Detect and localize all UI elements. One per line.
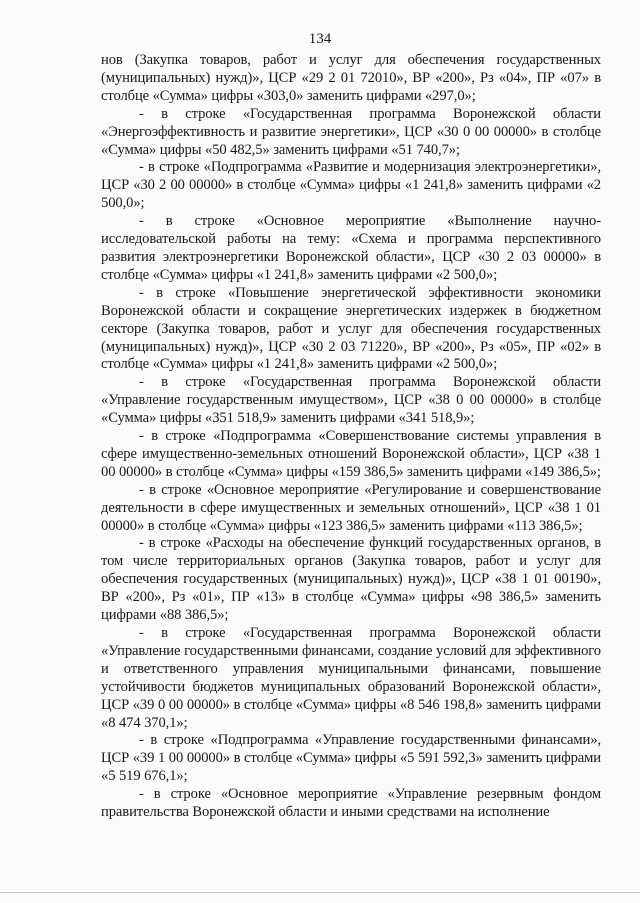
paragraph-amendment: - в строке «Основное мероприятие «Регулирование и совершенствование деятельности в сфере имущественных и земельных отношений», ЦСР «38 1 01 00000» в столбце «Сумма» цифры «123 386,5» заменить цифрами «113 386,5»; [101, 481, 601, 534]
paragraph-amendment: - в строке «Государственная программа Воронежской области «Энергоэффективность и развитие энергетики», ЦСР «30 0 00 00000» в столбце «Сумма» цифры «50 482,5» заменить цифрами «51 740,7»; [101, 105, 601, 158]
paragraph-continuation: нов (Закупка товаров, работ и услуг для обеспечения государственных (муниципальных) нужд)», ЦСР «29 2 01 72010», ВР «200», Рз «04», ПР «07» в столбце «Сумма» цифры «303,0» заменить цифрами «297,0»; [101, 52, 601, 104]
paragraph-amendment: - в строке «Государственная программа Воронежской области «Управление государственным имуществом», ЦСР «38 0 00 00000» в столбце «Сумма» цифры «351 518,9» заменить цифрами «341 518,9»; [101, 374, 601, 427]
paragraph-amendment: - в строке «Основное мероприятие «Выполнение научно-исследовательской работы на тему: «Схема и программа перспективного развития электроэнергетики Воронежской области», ЦСР «30 2 03 00000» в столбце «Сумма» цифры «1 241,8» заменить цифрами «2 500,0»; [101, 213, 601, 283]
document-body [101, 52, 601, 822]
paragraph-amendment: - в строке «Подпрограмма «Развитие и модернизация электроэнергетики», ЦСР «30 2 00 00000» в столбце «Сумма» цифры «1 241,8» заменить цифрами «2 500,0»; [101, 159, 601, 212]
paragraph-amendment: - в строке «Повышение энергетической эффективности экономики Воронежской области и сокращение энергетических издержек в бюджетном секторе (Закупка товаров, работ и услуг для обеспечения государственных (муниципальных) нужд)», ЦСР «30 2 03 71220», ВР «200», Рз «05», ПР «02» в столбце «Сумма» цифры «1 241,8» заменить цифрами «2 500,0»; [101, 284, 601, 373]
paragraph-amendment: - в строке «Основное мероприятие «Управление резервным фондом правительства Воронежской области и иными средствами на исполнение [101, 786, 601, 821]
page-number: 134 [308, 31, 332, 47]
paragraph-amendment: - в строке «Расходы на обеспечение функций государственных органов, в том числе территориальных органов (Закупка товаров, работ и услуг для обеспечения государственных (муниципальных) нужд)», ЦСР «38 1 01 00190», ВР «200», Рз «01», ПР «13» в столбце «Сумма» цифры «98 386,5» заменить цифрами «88 386,5»; [101, 535, 601, 624]
paragraph-amendment: - в строке «Государственная программа Воронежской области «Управление государственными финансами, создание условий для эффективного и ответственного управления муниципальными финансами, повышение устойчивости бюджетов муниципальных образований Воронежской области», ЦСР «39 0 00 00000» в столбце «Сумма» цифры «8 546 198,8» заменить цифрами «8 474 370,1»; [101, 625, 601, 731]
paragraph-amendment: - в строке «Подпрограмма «Совершенствование системы управления в сфере имущественно-земельных отношений Воронежской области», ЦСР «38 1 00 00000» в столбце «Сумма» цифры «159 386,5» заменить цифрами «149 386,5»; [101, 428, 601, 480]
paragraph-amendment: - в строке «Подпрограмма «Управление государственными финансами», ЦСР «39 1 00 00000» в столбце «Сумма» цифры «5 591 592,3» заменить цифрами «5 519 676,1»; [101, 732, 601, 785]
page-bottom-edge [0, 892, 640, 893]
